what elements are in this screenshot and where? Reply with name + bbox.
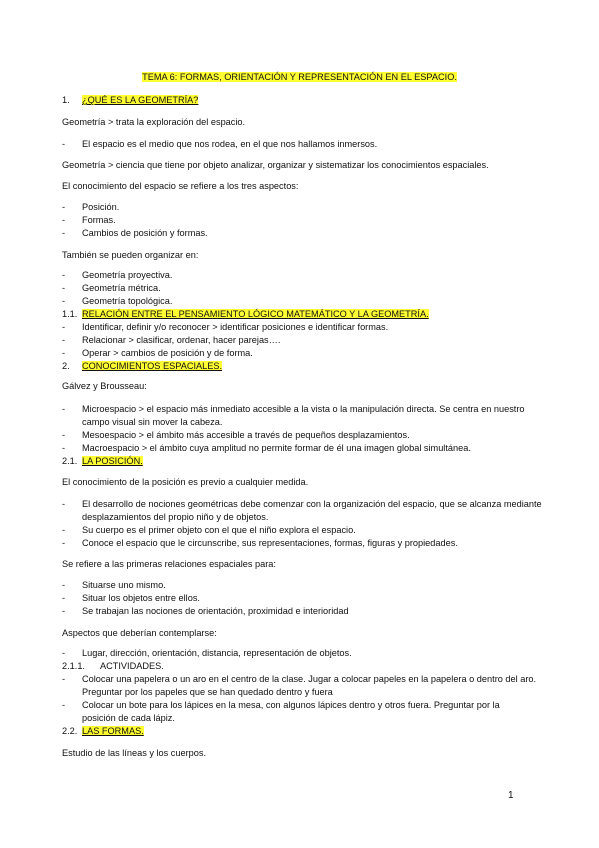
list-item: - El desarrollo de nociones geométricas debe comenzar con la organización del espacio, que se alcanza mediante <box>62 499 542 509</box>
section-1-heading: 1. ¿QUÉ ES LA GEOMETRÍA? <box>62 95 199 105</box>
list-item: - Su cuerpo es el primer objeto con el que el niño explora el espacio. <box>62 525 356 535</box>
paragraph: El conocimiento de la posición es previo a cualquier medida. <box>62 477 309 487</box>
paragraph: Geometría > ciencia que tiene por objeto analizar, organizar y sistematizar los conocimientos espaciales. <box>62 160 489 170</box>
title-text: TEMA 6: FORMAS, ORIENTACIÓN Y REPRESENTACIÓN EN EL ESPACIO. <box>142 72 457 82</box>
list-item: - Se trabajan las nociones de orientación, proximidad e interioridad <box>62 606 349 616</box>
paragraph: El conocimiento del espacio se refiere a los tres aspectos: <box>62 181 299 191</box>
paragraph: Se refiere a las primeras relaciones espaciales para: <box>62 559 276 569</box>
page-number: 1 <box>508 790 514 801</box>
section-2-1-heading: 2.1. LA POSICIÓN. <box>62 456 143 466</box>
paragraph: También se pueden organizar en: <box>62 250 199 260</box>
list-item: - Geometría topológica. <box>62 296 173 306</box>
section-2-2-heading: 2.2. LAS FORMAS. <box>62 726 144 736</box>
list-item: - Relacionar > clasificar, ordenar, hacer parejas…. <box>62 335 281 345</box>
list-item: - Posición. <box>62 202 120 212</box>
list-item: - Mesoespacio > el ámbito más accesible a través de pequeños desplazamientos. <box>62 430 410 440</box>
section-2-1-1-heading: 2.1.1. ACTIVIDADES. <box>62 661 164 671</box>
list-item: - Identificar, definir y/o reconocer > identificar posiciones e identificar formas. <box>62 322 389 332</box>
paragraph: Aspectos que deberían contemplarse: <box>62 628 217 638</box>
list-item: - Situar los objetos entre ellos. <box>62 593 200 603</box>
list-item: - Colocar un bote para los lápices en la mesa, con algunos lápices dentro y otros fuera. Preguntar por la <box>62 700 500 710</box>
section-1-1-heading: 1.1. RELACIÓN ENTRE EL PENSAMIENTO LÓGICO MATEMÁTICO Y LA GEOMETRÍA. <box>62 309 429 319</box>
document-title <box>0 72 599 83</box>
paragraph: Gálvez y Brousseau: <box>62 381 147 391</box>
list-item: - Formas. <box>62 215 116 225</box>
paragraph: Geometría > trata la exploración del espacio. <box>62 117 246 127</box>
list-item: - Colocar una papelera o un aro en el centro de la clase. Jugar a colocar papeles en la papelera o dentro del aro. <box>62 674 537 684</box>
list-item-continuation: campo visual sin mover la cabeza. <box>82 417 223 427</box>
list-item: - Microespacio > el espacio más inmediato accesible a la vista o la manipulación directa. Se centra en nuestro <box>62 404 525 414</box>
list-item-continuation: Preguntar por los papeles que se han quedado dentro y fuera <box>82 687 333 697</box>
list-item: - Situarse uno mismo. <box>62 580 166 590</box>
list-item-continuation: desplazamientos del propio niño y de objetos. <box>82 512 269 522</box>
list-item: - Geometría proyectiva. <box>62 270 173 280</box>
list-item-continuation: posición de cada lápiz. <box>82 713 175 723</box>
list-item: - Lugar, dirección, orientación, distancia, representación de objetos. <box>62 648 352 658</box>
list-item: - Conoce el espacio que le circunscribe, sus representaciones, formas, figuras y propiedades. <box>62 538 458 548</box>
list-item: - Cambios de posición y formas. <box>62 228 208 238</box>
list-item: - El espacio es el medio que nos rodea, en el que nos hallamos inmersos. <box>62 139 378 149</box>
paragraph: Estudio de las líneas y los cuerpos. <box>62 748 207 758</box>
list-item: - Operar > cambios de posición y de forma. <box>62 348 253 358</box>
section-2-heading: 2. CONOCIMIENTOS ESPACIALES. <box>62 361 223 371</box>
list-item: - Geometría métrica. <box>62 283 161 293</box>
list-item: - Macroespacio > el ámbito cuya amplitud no permite formar de él una imagen global simultánea. <box>62 443 471 453</box>
